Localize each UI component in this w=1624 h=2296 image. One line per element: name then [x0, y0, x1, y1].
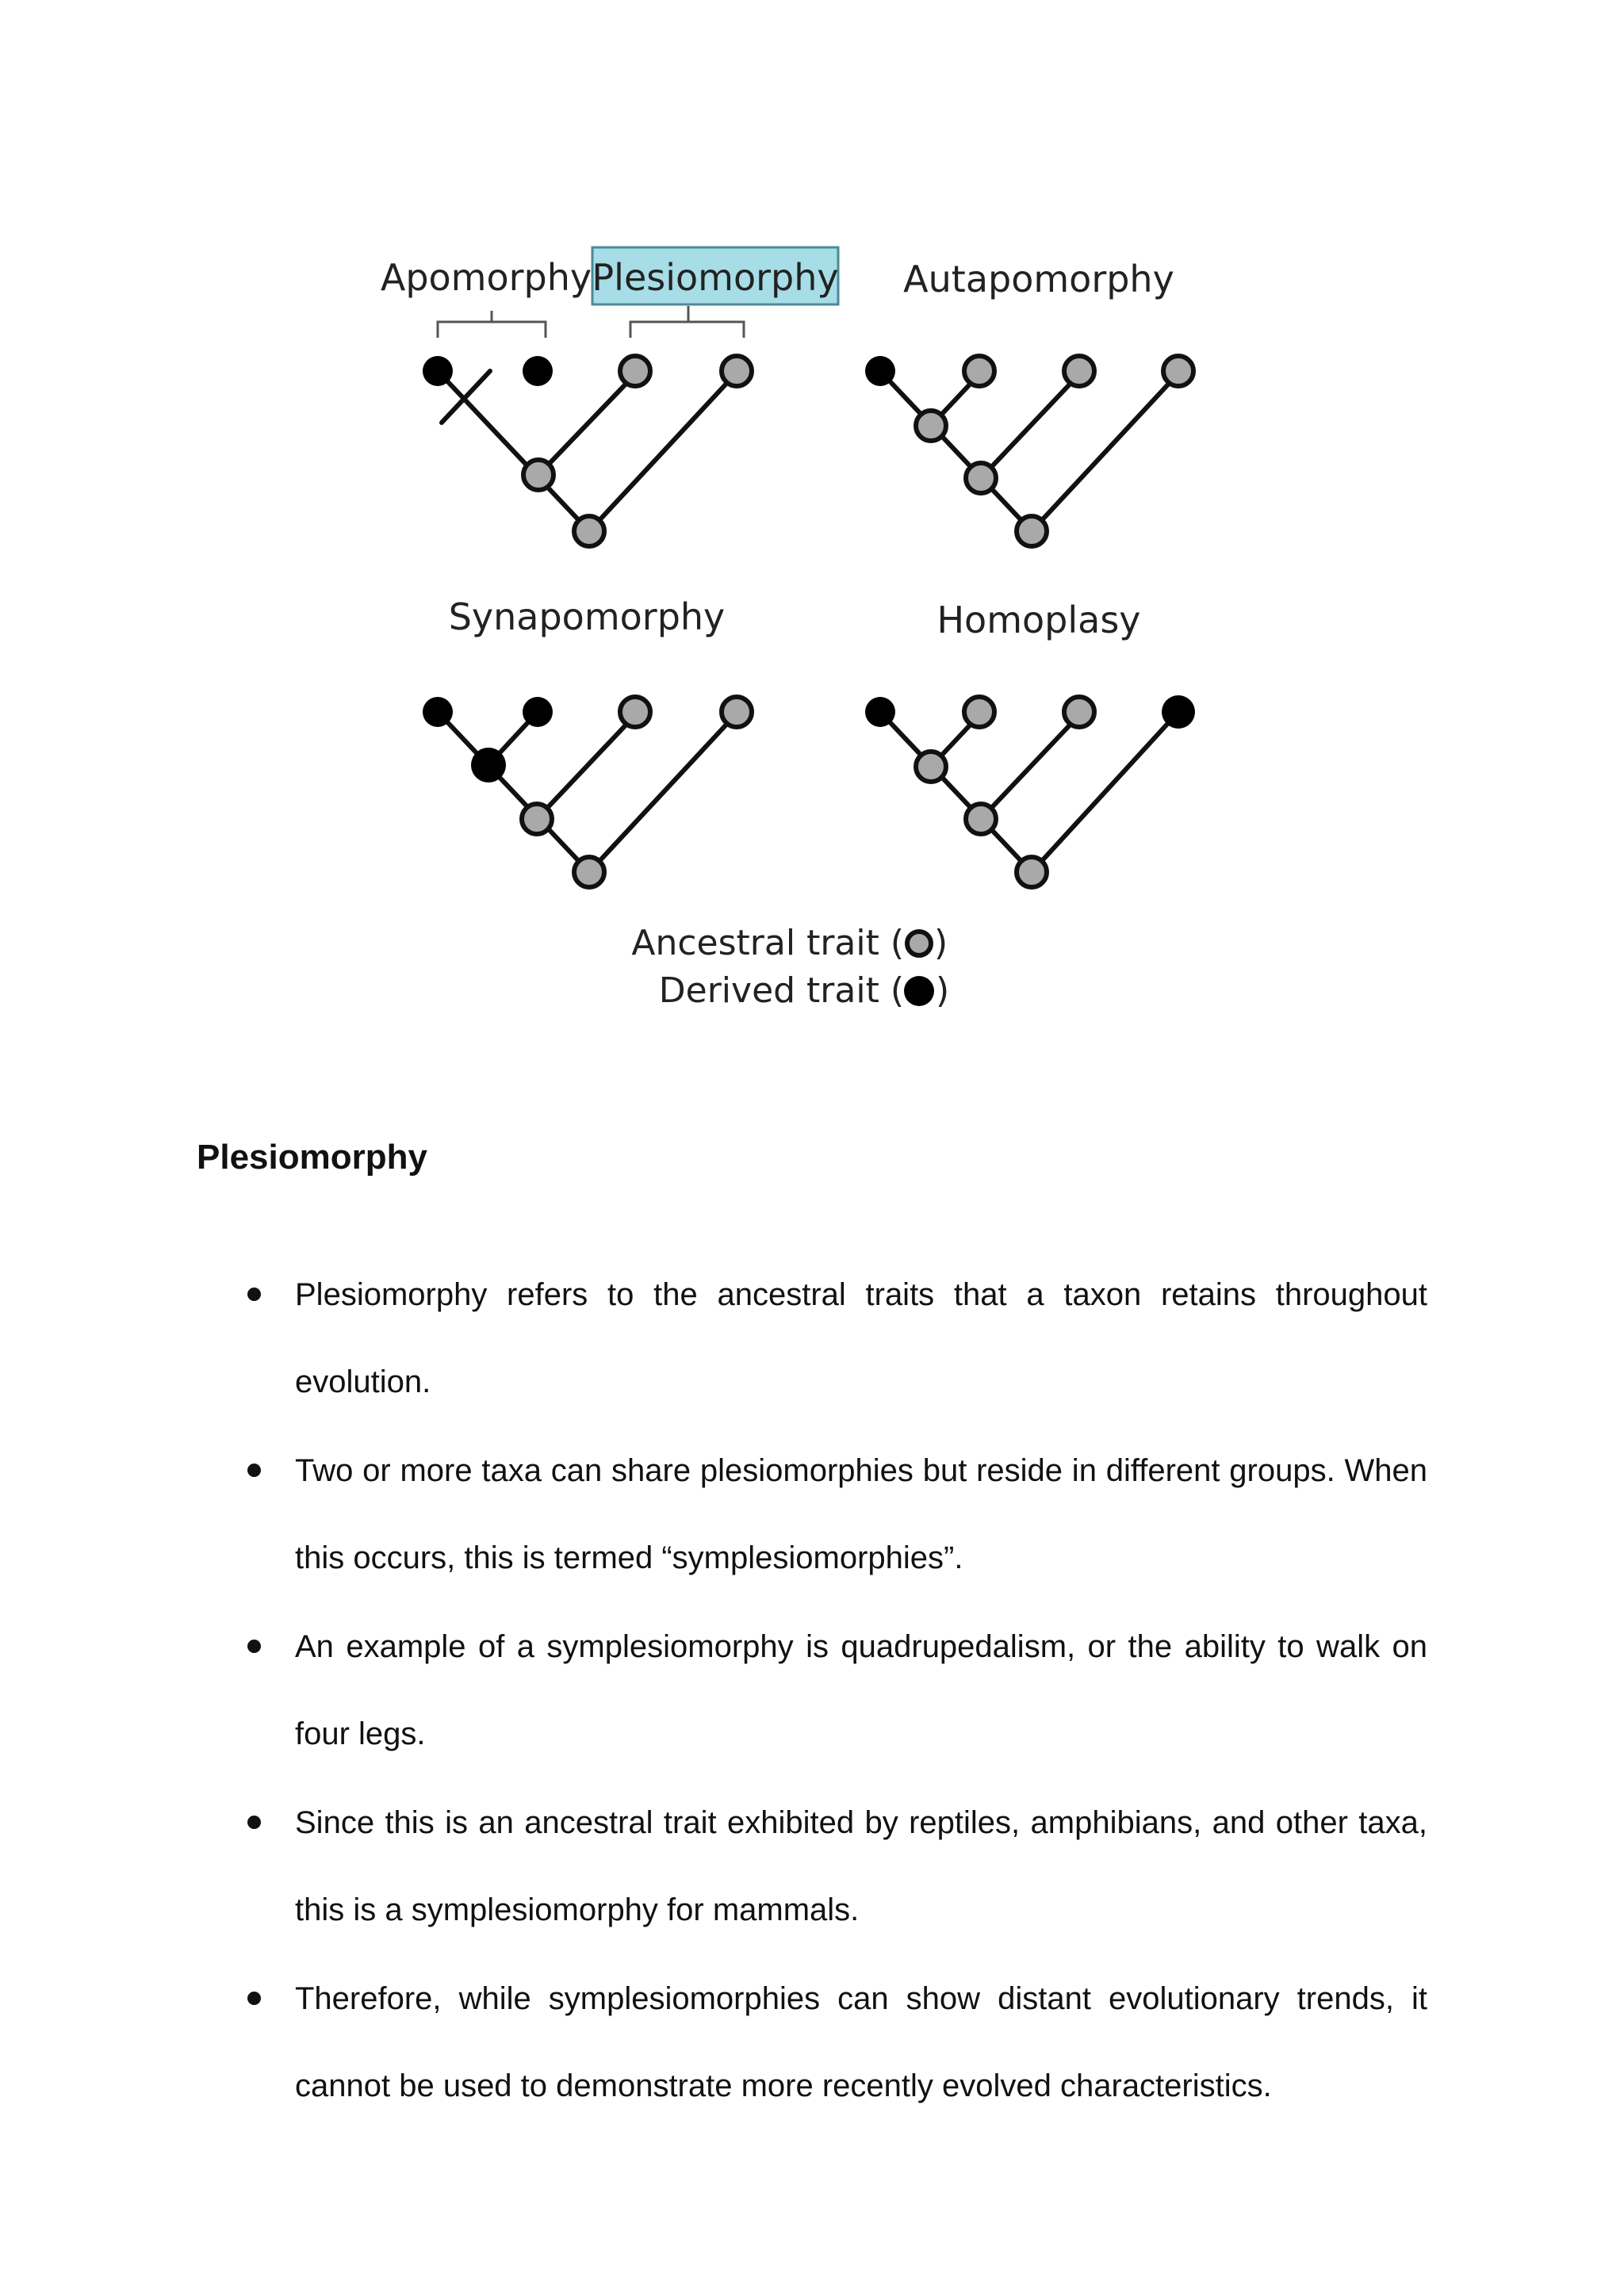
derived-trait-node	[1162, 695, 1195, 729]
ancestral-trait-node	[620, 356, 650, 386]
derived-trait-node	[471, 748, 506, 783]
derived-trait-node	[523, 697, 553, 727]
ancestral-trait-node	[966, 804, 996, 834]
bullet-icon	[247, 1464, 261, 1477]
ancestral-trait-node	[722, 697, 752, 727]
ancestral-trait-node	[620, 697, 650, 727]
ancestral-trait-node	[1017, 516, 1047, 546]
bullet-icon	[247, 1992, 261, 2005]
ancestral-trait-legend-text: Ancestral trait (	[631, 923, 904, 963]
autapomorphy-tree	[865, 258, 1193, 546]
ancestral-legend-close-paren: )	[934, 923, 948, 963]
ancestral-trait-node	[966, 463, 996, 493]
list-item	[247, 1427, 1427, 1601]
trait-legend	[631, 923, 949, 1011]
ancestral-trait-node	[916, 411, 946, 441]
cladogram-figure	[349, 230, 1261, 1039]
list-item	[247, 1251, 1427, 1425]
apomorphy-bracket	[438, 311, 546, 338]
section-heading: Plesiomorphy	[197, 1138, 427, 1177]
bullet-icon	[247, 1640, 261, 1653]
bullet-icon	[247, 1288, 261, 1301]
list-item-text: Since this is an ancestral trait exhibited by reptiles, amphibians, and other taxa, this is a symplesiomorphy for mammals.	[295, 1805, 1427, 1927]
ancestral-trait-node	[964, 356, 994, 386]
list-item-text: Plesiomorphy refers to the ancestral traits that a taxon retains throughout evolution.	[295, 1277, 1427, 1399]
bullet-list	[247, 1251, 1427, 2131]
ancestral-trait-node	[523, 460, 553, 490]
homoplasy-tree	[865, 599, 1195, 887]
synapomorphy-tree	[423, 595, 752, 887]
ancestral-trait-node	[964, 697, 994, 727]
ancestral-trait-node	[1064, 356, 1094, 386]
derived-trait-node	[523, 356, 553, 386]
ancestral-trait-node	[722, 356, 752, 386]
homoplasy-label: Homoplasy	[936, 599, 1141, 641]
apomorphy-plesiomorphy-tree	[381, 247, 839, 546]
derived-trait-legend-icon	[904, 976, 934, 1006]
derived-trait-legend-text: Derived trait (	[658, 970, 904, 1011]
ancestral-trait-legend-icon	[907, 932, 931, 955]
ancestral-trait-node	[522, 804, 552, 834]
ancestral-trait-node	[916, 752, 946, 782]
ancestral-trait-node	[1017, 857, 1047, 887]
ancestral-trait-node	[574, 857, 604, 887]
derived-trait-node	[865, 356, 895, 386]
list-item-text: Two or more taxa can share plesiomorphies but reside in different groups. When this occurs, this is termed “symplesiomorphies”.	[295, 1453, 1427, 1575]
derived-trait-node	[423, 697, 453, 727]
synapomorphy-label: Synapomorphy	[448, 595, 726, 638]
autapomorphy-label: Autapomorphy	[903, 258, 1174, 300]
plesiomorphy-label: Plesiomorphy	[592, 256, 839, 299]
plesiomorphy-bracket	[630, 306, 744, 338]
derived-trait-node	[865, 697, 895, 727]
derived-legend-close-paren: )	[936, 970, 950, 1011]
derived-trait-node	[423, 356, 453, 386]
ancestral-trait-node	[1163, 356, 1193, 386]
ancestral-trait-node	[1064, 697, 1094, 727]
bullet-icon	[247, 1816, 261, 1829]
list-item	[247, 1955, 1427, 2130]
apomorphy-label: Apomorphy	[380, 256, 592, 299]
list-item	[247, 1779, 1427, 1954]
ancestral-trait-node	[574, 516, 604, 546]
list-item	[247, 1603, 1427, 1777]
list-item-text: Therefore, while symplesiomorphies can show distant evolutionary trends, it cannot be used to demonstrate more recently evolved characteristics.	[295, 1981, 1427, 2103]
list-item-text: An example of a symplesiomorphy is quadrupedalism, or the ability to walk on four legs.	[295, 1629, 1427, 1751]
